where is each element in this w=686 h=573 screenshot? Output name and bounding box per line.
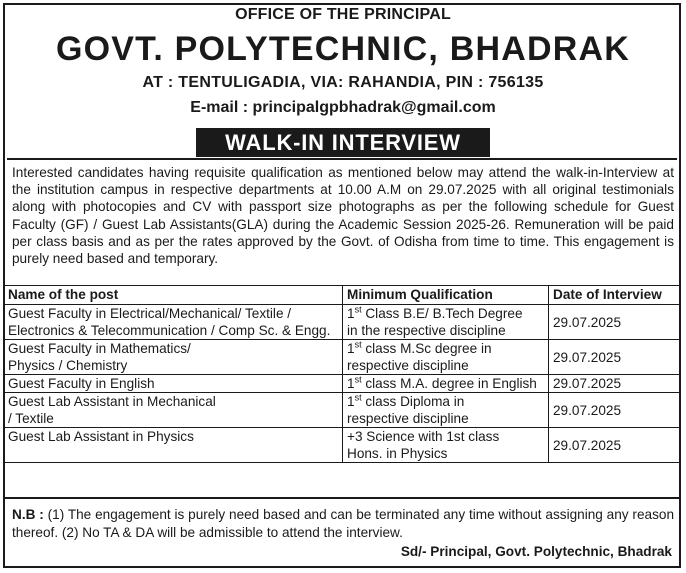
college-email: E-mail : principalgpbhadrak@gmail.com [190, 99, 496, 116]
date-cell: 29.07.2025 [549, 340, 681, 375]
header-date: Date of Interview [549, 286, 681, 305]
schedule-table [3, 285, 681, 463]
intro-paragraph: Interested candidates having requisite qualification as mentioned below may attend the walk-in-Interview at the institution campus in respective departments at 10.00 A.M on 29.07.2025 with all original testimonials along with photocopies and CV with passport size photographs as per the following schedule for Guest Faculty (GF) / Guest Lab Assistants(GLA) during the Academic Session 2025-26. Remuneration will be paid per class basis and as per the rates approved by the Govt. of Odisha from time to time. This engagement is purely need based and temporary. [12, 165, 674, 267]
table-row [4, 428, 681, 463]
post-line: Electronics & Telecommunication / Comp Sc. & Engg. [8, 323, 331, 338]
office-title: OFFICE OF THE PRINCIPAL [235, 6, 451, 23]
post-line: Physics / Chemistry [8, 358, 128, 373]
post-line: / Textile [8, 411, 54, 426]
qualification-cell [343, 375, 549, 393]
qualification-cell [343, 305, 549, 340]
table-row [4, 340, 681, 375]
qualification-line: in the respective discipline [347, 323, 506, 338]
table-row [4, 393, 681, 428]
post-line: Guest Faculty in English [8, 376, 155, 391]
qualification-cell [343, 428, 549, 463]
principal-signature: Sd/- Principal, Govt. Polytechnic, Bhadrak [400, 544, 672, 559]
qualification-line: Hons. in Physics [347, 446, 448, 461]
date-cell: 29.07.2025 [549, 375, 681, 393]
date-cell: 29.07.2025 [549, 305, 681, 340]
qualification-line: +3 Science with 1st class [347, 429, 500, 444]
qualification-line: 1st class M.A. degree in English [347, 374, 537, 391]
header-qualification: Minimum Qualification [343, 286, 549, 305]
date-cell: 29.07.2025 [549, 428, 681, 463]
qualification-line: 1st Class B.E/ B.Tech Degree [347, 304, 523, 321]
post-line: Guest Faculty in Mathematics/ [8, 341, 191, 356]
table-row [4, 375, 681, 393]
qualification-line: respective discipline [347, 411, 469, 426]
table-row [4, 305, 681, 340]
nb-text: (1) The engagement is purely need based and can be terminated any time without assigning any reason thereof. (2) No TA & DA will be admissible to attend the interview. [12, 507, 674, 540]
qualification-line: 1st class Diploma in [347, 392, 465, 409]
post-line: Guest Lab Assistant in Physics [8, 429, 194, 444]
qualification-line: 1st class M.Sc degree in [347, 339, 492, 356]
nb-label: N.B : [12, 507, 44, 522]
post-cell [4, 375, 343, 393]
college-name: GOVT. POLYTECHNIC, BHADRAK [56, 30, 630, 68]
banner-divider [7, 158, 677, 160]
nb-note [12, 506, 674, 541]
qualification-cell [343, 393, 549, 428]
nb-divider [3, 497, 681, 499]
date-cell: 29.07.2025 [549, 393, 681, 428]
qualification-cell [343, 340, 549, 375]
post-line: Guest Faculty in Electrical/Mechanical/ Textile / [8, 306, 292, 321]
table-header-row [4, 286, 681, 305]
post-cell [4, 428, 343, 463]
header-post: Name of the post [4, 286, 343, 305]
qualification-line: respective discipline [347, 358, 469, 373]
post-cell [4, 340, 343, 375]
post-cell [4, 305, 343, 340]
walk-in-interview-banner: WALK-IN INTERVIEW [196, 128, 490, 157]
post-line: Guest Lab Assistant in Mechanical [8, 394, 216, 409]
college-address: AT : TENTULIGADIA, VIA: RAHANDIA, PIN : 756135 [142, 74, 544, 91]
post-cell [4, 393, 343, 428]
